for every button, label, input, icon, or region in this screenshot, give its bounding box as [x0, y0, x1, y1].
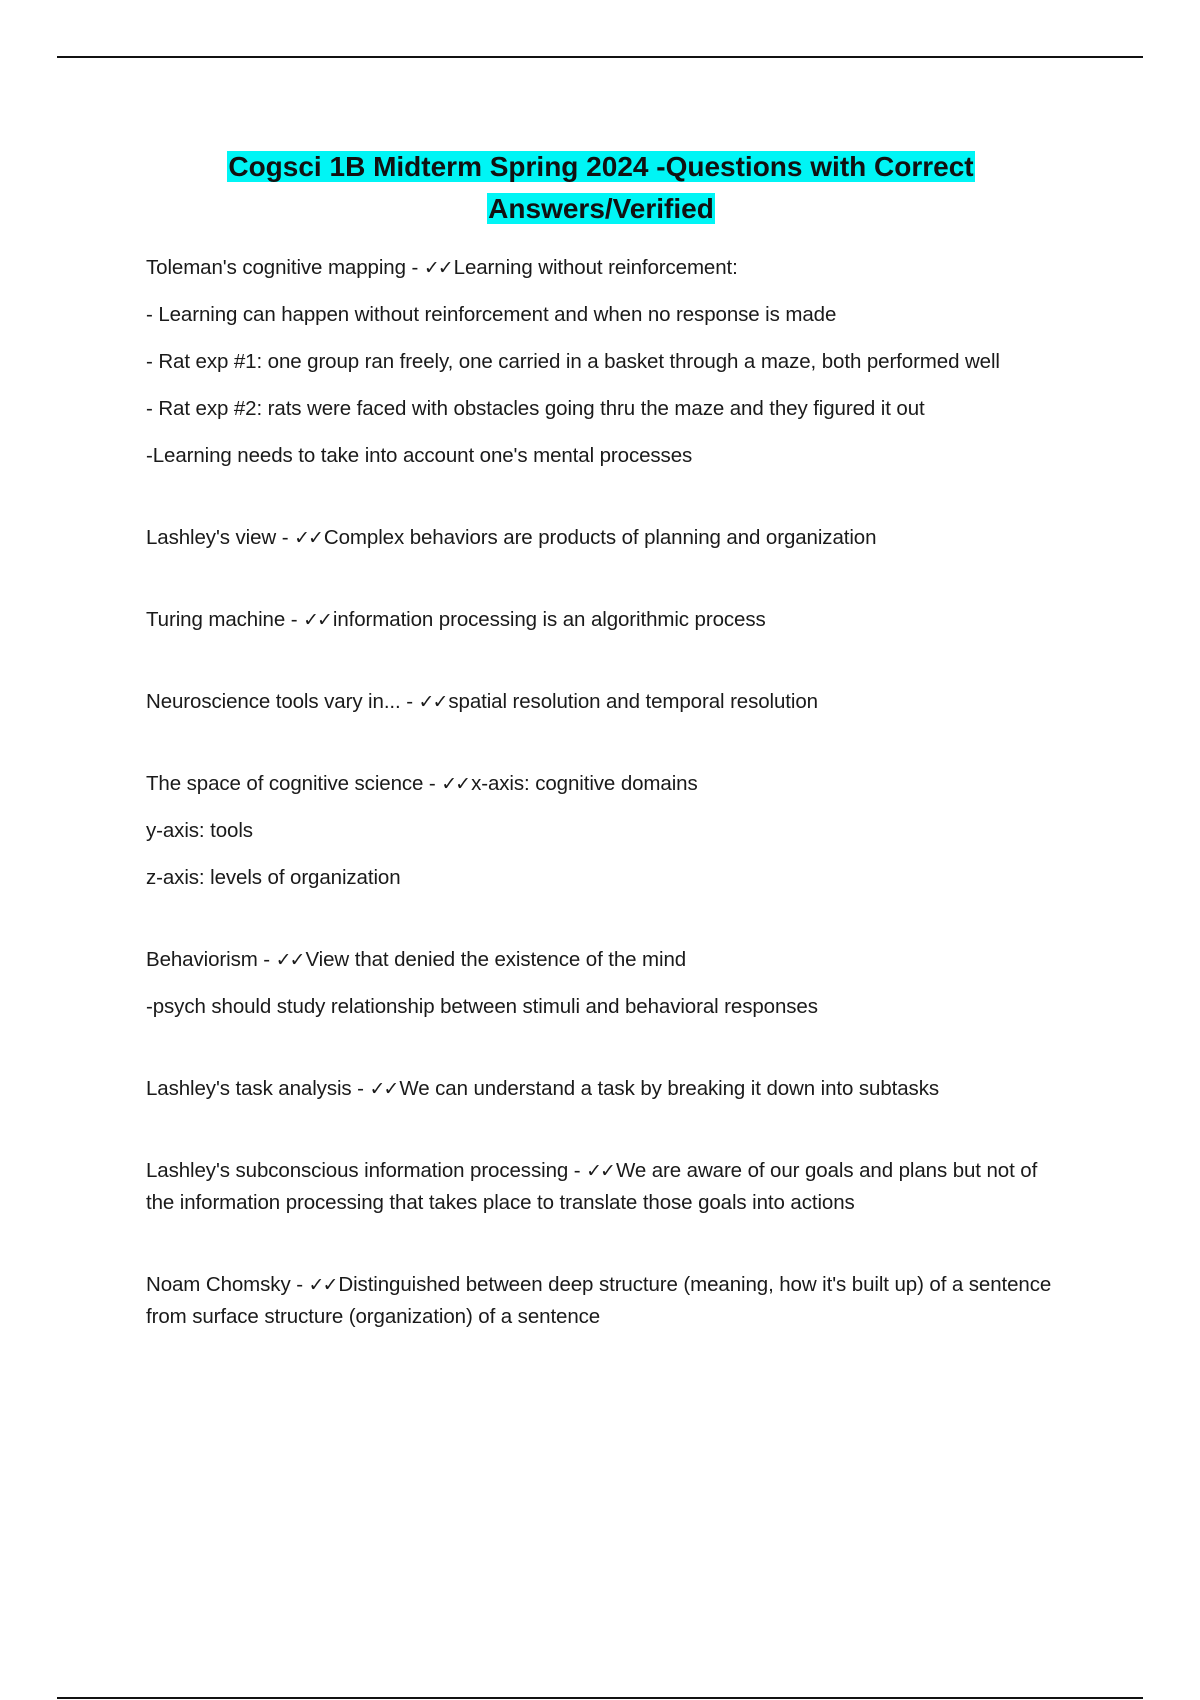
separator: - — [351, 1077, 370, 1100]
qa-item-tolemans-cognitive-mapping — [146, 252, 1056, 472]
qa-line — [146, 1155, 1056, 1219]
qa-line — [146, 1073, 1056, 1105]
answer-detail: z-axis: levels of organization — [146, 866, 401, 889]
bottom-rule — [57, 1697, 1143, 1699]
qa-item-noam-chomsky — [146, 1269, 1056, 1333]
answer-text: Learning without reinforcement: — [453, 256, 738, 279]
double-check-icon: ✓✓ — [369, 1078, 398, 1100]
separator: - — [400, 690, 419, 713]
answer-detail: - Learning can happen without reinforcement and when no response is made — [146, 303, 837, 326]
answer-detail: - Rat exp #1: one group ran freely, one carried in a basket through a maze, both performed well — [146, 350, 1000, 373]
answer-text: information processing is an algorithmic process — [332, 608, 766, 631]
answer-text: View that denied the existence of the mind — [305, 948, 687, 971]
separator: - — [285, 608, 304, 631]
separator: - — [405, 256, 424, 279]
question-text: Behaviorism — [146, 948, 258, 971]
answer-text: We can understand a task by breaking it down into subtasks — [399, 1077, 940, 1100]
answer-detail: -psych should study relationship between stimuli and behavioral responses — [146, 995, 818, 1018]
question-text: Turing machine — [146, 608, 286, 631]
double-check-icon: ✓✓ — [441, 773, 470, 795]
qa-line — [146, 944, 1056, 976]
answer-detail: - Rat exp #2: rats were faced with obstacles going thru the maze and they figured it out — [146, 397, 925, 420]
question-text: Noam Chomsky — [146, 1273, 291, 1296]
qa-item-neuroscience-tools — [146, 686, 1056, 718]
answer-detail: y-axis: tools — [146, 819, 253, 842]
top-rule — [57, 56, 1143, 58]
title-line-2: Answers/Verified — [488, 193, 714, 224]
document-title — [146, 146, 1056, 230]
double-check-icon: ✓✓ — [418, 691, 447, 713]
question-text: Lashley's view — [146, 526, 277, 549]
qa-line — [146, 1269, 1056, 1333]
question-text: Neuroscience tools vary in... — [146, 690, 401, 713]
qa-item-behaviorism — [146, 944, 1056, 1023]
question-text: Lashley's subconscious information processing — [146, 1159, 569, 1182]
double-check-icon: ✓✓ — [586, 1160, 614, 1182]
answer-text: spatial resolution and temporal resolution — [448, 690, 818, 713]
answer-text: Distinguished between deep structure (meaning, how it's built up) of a sentence from surface structure (organization) of a sentence — [146, 1273, 1052, 1328]
answer-text: x-axis: cognitive domains — [471, 772, 698, 795]
document-body — [146, 146, 1056, 1348]
question-text: Toleman's cognitive mapping — [146, 256, 406, 279]
double-check-icon: ✓✓ — [423, 257, 452, 279]
separator: - — [423, 772, 442, 795]
qa-line — [146, 522, 1056, 554]
qa-item-turing-machine — [146, 604, 1056, 636]
double-check-icon: ✓✓ — [303, 609, 331, 631]
qa-item-lashleys-view — [146, 522, 1056, 554]
double-check-icon: ✓✓ — [294, 527, 322, 549]
qa-item-space-of-cognitive-science — [146, 768, 1056, 894]
question-text: Lashley's task analysis — [146, 1077, 352, 1100]
question-text: The space of cognitive science — [146, 772, 424, 795]
double-check-icon: ✓✓ — [275, 949, 304, 971]
qa-item-lashleys-subconscious-processing — [146, 1155, 1056, 1219]
separator: - — [290, 1273, 309, 1296]
answer-text: Complex behaviors are products of planning and organization — [323, 526, 877, 549]
title-line-1: Cogsci 1B Midterm Spring 2024 -Questions with Correct — [228, 151, 974, 182]
qa-line — [146, 768, 1056, 800]
separator: - — [276, 526, 295, 549]
separator: - — [568, 1159, 587, 1182]
answer-text: We are aware of our goals and plans but not of the information processing that takes place to translate those goals into actions — [146, 1159, 1038, 1214]
qa-line — [146, 604, 1056, 636]
qa-item-lashleys-task-analysis — [146, 1073, 1056, 1105]
answer-detail: -Learning needs to take into account one's mental processes — [146, 444, 693, 467]
qa-line — [146, 252, 1056, 284]
qa-line — [146, 686, 1056, 718]
separator: - — [257, 948, 276, 971]
double-check-icon: ✓✓ — [308, 1274, 337, 1296]
